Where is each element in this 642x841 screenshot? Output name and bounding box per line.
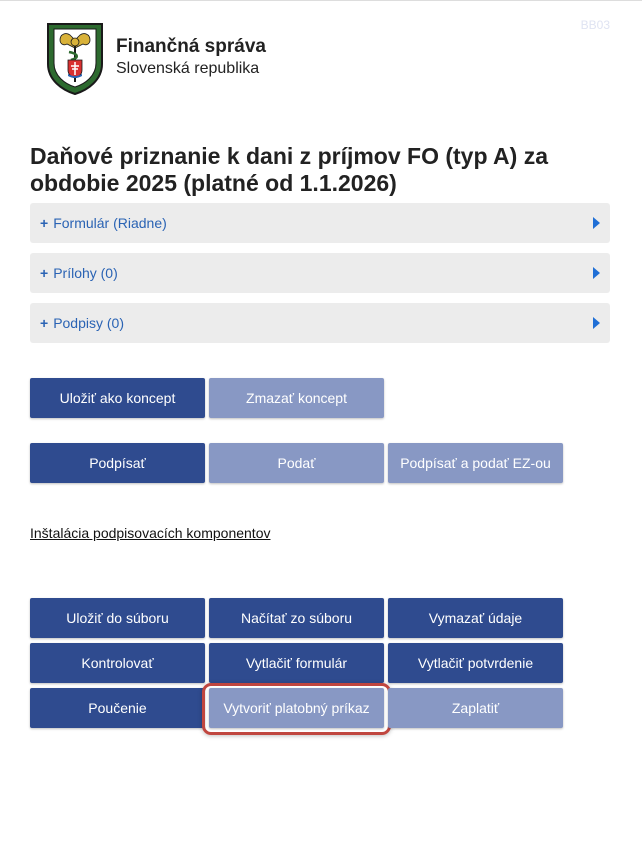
save-to-file-button[interactable]: Uložiť do súboru xyxy=(30,598,205,638)
load-from-file-button[interactable]: Načítať zo súboru xyxy=(209,598,384,638)
submit-button[interactable]: Podať xyxy=(209,443,384,483)
panel-label: Formulár (Riadne) xyxy=(53,215,167,231)
delete-concept-button[interactable]: Zmazať koncept xyxy=(209,378,384,418)
org-name: Finančná správa xyxy=(116,36,266,57)
chevron-right-icon xyxy=(593,317,600,329)
instructions-button[interactable]: Poučenie xyxy=(30,688,205,728)
chevron-right-icon xyxy=(593,217,600,229)
pay-button[interactable]: Zaplatiť xyxy=(388,688,563,728)
header xyxy=(44,20,266,96)
top-border xyxy=(0,0,642,1)
install-components-link[interactable]: Inštalácia podpisovacích komponentov xyxy=(30,525,271,541)
plus-icon: + xyxy=(40,265,49,281)
panel-label: Prílohy (0) xyxy=(53,265,118,281)
sign-button[interactable]: Podpísať xyxy=(30,443,205,483)
page-title: Daňové priznanie k dani z príjmov FO (typ A) za obdobie 2025 (platné od 1.1.2026) xyxy=(30,143,549,196)
check-button[interactable]: Kontrolovať xyxy=(30,643,205,683)
clear-data-button[interactable]: Vymazať údaje xyxy=(388,598,563,638)
plus-icon: + xyxy=(40,215,49,231)
print-confirmation-button[interactable]: Vytlačiť potvrdenie xyxy=(388,643,563,683)
financna-sprava-emblem-icon xyxy=(44,20,106,96)
chevron-right-icon xyxy=(593,267,600,279)
plus-icon: + xyxy=(40,315,49,331)
sign-and-submit-button[interactable]: Podpísať a podať EZ-ou xyxy=(388,443,563,483)
panel-podpisy[interactable] xyxy=(30,303,610,343)
panel-prilohy[interactable] xyxy=(30,253,610,293)
corner-code: BB03 xyxy=(580,18,610,32)
org-subtitle: Slovenská republika xyxy=(116,60,260,77)
panel-formular[interactable] xyxy=(30,203,610,243)
create-payment-order-button[interactable]: Vytvoriť platobný príkaz xyxy=(209,688,384,728)
org-block xyxy=(116,36,266,80)
panel-label: Podpisy (0) xyxy=(53,315,124,331)
print-form-button[interactable]: Vytlačiť formulár xyxy=(209,643,384,683)
save-concept-button[interactable]: Uložiť ako koncept xyxy=(30,378,205,418)
